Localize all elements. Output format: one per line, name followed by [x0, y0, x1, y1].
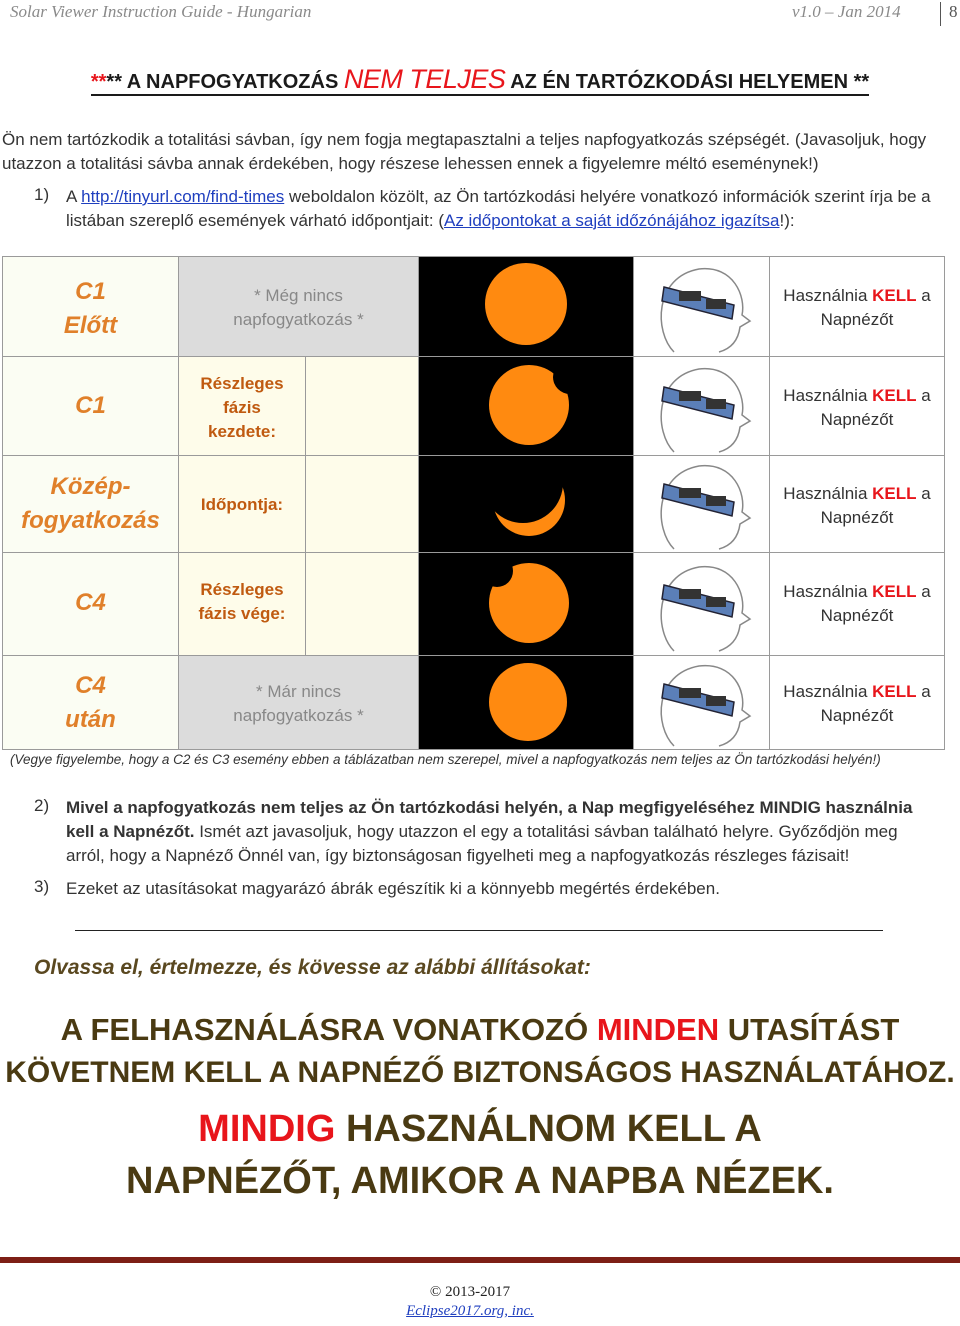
doc-version: v1.0 – Jan 2014 — [792, 2, 901, 21]
page-title — [0, 64, 960, 95]
row-1-viewer-image — [633, 256, 770, 357]
solar-viewer-face-icon — [634, 656, 769, 749]
statement-1-line-1: A FELHASZNÁLÁSRA VONATKOZÓ MINDEN UTASÍTÁST — [60, 1012, 900, 1047]
row-3-viewer-image — [633, 455, 770, 553]
partial-sun-end-icon — [419, 553, 633, 655]
eclipse-phase-table — [2, 256, 945, 750]
instruction-heading: Olvassa el, értelmezze, és kövesse az alábbi állításokat: — [34, 956, 591, 979]
statement-1-line-2: KÖVETNEM KELL A NAPNÉZŐ BIZTONSÁGOS HASZNÁLATÁHOZ. — [5, 1056, 955, 1089]
crescent-sun-icon — [419, 456, 633, 552]
row-4-use-viewer: Használnia KELL a Napnézőt — [769, 552, 945, 656]
statement-2-line-2: NAPNÉZŐT, AMIKOR A NAPBA NÉZEK. — [126, 1160, 834, 1202]
row-1-desc: * Még nincs napfogyatkozás * — [178, 256, 419, 357]
table-note: (Vegye figyelembe, hogy a C2 és C3 esemény ebben a táblázatban nem szerepel, mivel a napfogyatkozás nem teljes az Ön tartózkodási helyén!) — [10, 752, 881, 767]
row-3-time-input[interactable] — [305, 455, 419, 553]
title-emphasis: NEM TELJES — [343, 64, 506, 94]
item-2-number: 2) — [34, 796, 50, 815]
row-2-label: C1 — [2, 356, 179, 456]
row-2-viewer-image — [633, 356, 770, 456]
copyright: © 2013-2017 — [429, 1284, 511, 1300]
footer-bar — [0, 1257, 960, 1263]
intro-paragraph: Ön nem tartózkodik a totalitási sávban, így nem fogja megtapasztalni a teljes napfogyatkozás szépségét. (Javasoljuk, hogy utazzon a totalitási sávba annak érdekében, hogy részese lehessen ennek a figyelemre méltó eseménynek!) — [2, 130, 927, 173]
solar-viewer-face-icon — [634, 456, 769, 552]
row-1-sun-image — [418, 256, 634, 357]
title-prefix: ** A NAPFOGYATKOZÁS — [106, 71, 344, 93]
row-4-sun-image — [418, 552, 634, 656]
section-divider — [75, 930, 883, 931]
full-sun-icon — [419, 257, 633, 356]
row-5-desc: * Már nincs napfogyatkozás * — [178, 655, 419, 750]
row-3-desc: Időpontja: — [178, 455, 306, 553]
partial-sun-start-icon — [419, 357, 633, 455]
row-3-sun-image — [418, 455, 634, 553]
item-1-text: A http://tinyurl.com/find-times weboldalon közölt, az Ön tartózkodási helyére vonatkozó információk szerint írja be a listában szereplő események várható időpontjait: (Az időpontokat a saját időzónájához igazítsa!): — [66, 187, 931, 230]
find-times-link[interactable]: http://tinyurl.com/find-times — [81, 187, 285, 206]
row-2-desc: Részleges fázis kezdete: — [178, 356, 306, 456]
title-suffix: AZ ÉN TARTÓZKODÁSI HELYEMEN ** — [505, 71, 870, 93]
row-2-sun-image — [418, 356, 634, 456]
row-3-use-viewer: Használnia KELL a Napnézőt — [769, 455, 945, 553]
item-3-number: 3) — [34, 877, 50, 896]
row-1-use-viewer: Használnia KELL a Napnézőt — [769, 256, 945, 357]
row-1-label: C1 Előtt — [2, 256, 179, 357]
solar-viewer-face-icon — [634, 357, 769, 455]
row-2-time-input[interactable] — [305, 356, 419, 456]
solar-viewer-face-icon — [634, 553, 769, 655]
doc-title: Solar Viewer Instruction Guide - Hungarian — [10, 2, 312, 21]
item-2-text: Mivel a napfogyatkozás nem teljes az Ön tartózkodási helyén, a Nap megfigyeléséhez MINDIG használnia kell a Napnézőt. Ismét azt javasoljuk, hogy utazzon el egy a totalitási sávban található helyre. Győződjön meg arról, hogy a Napnéző Önnél van, így biztonságosan figyelheti meg a napfogyatkozás részleges fázisait! — [66, 798, 913, 865]
footer-site — [0, 1303, 940, 1320]
item-3-text: Ezeket az utasításokat magyarázó ábrák egészítik ki a könnyebb megértés érdekében. — [66, 879, 720, 898]
footer-site-link[interactable]: Eclipse2017.org, inc. — [406, 1303, 534, 1319]
solar-viewer-face-icon — [634, 257, 769, 356]
row-4-viewer-image — [633, 552, 770, 656]
full-sun-icon — [419, 656, 633, 749]
page-number: 8 — [949, 2, 958, 21]
title-underline: **** A NAPFOGYATKOZÁS NEM TELJES AZ ÉN TARTÓZKODÁSI HELYEMEN ** — [90, 64, 870, 94]
statement-2-line-1: MINDIG HASZNÁLNOM KELL A — [198, 1108, 762, 1150]
row-5-viewer-image — [633, 655, 770, 750]
item-1-number: 1) — [34, 185, 50, 204]
row-4-label: C4 — [2, 552, 179, 656]
header-divider — [940, 2, 941, 26]
row-5-sun-image — [418, 655, 634, 750]
row-4-time-input[interactable] — [305, 552, 419, 656]
row-5-use-viewer: Használnia KELL a Napnézőt — [769, 655, 945, 750]
row-4-desc: Részleges fázis vége: — [178, 552, 306, 656]
row-2-use-viewer: Használnia KELL a Napnézőt — [769, 356, 945, 456]
timezone-link[interactable]: Az időpontokat a saját időzónájához igazítsa — [444, 211, 780, 230]
row-3-label: Közép- fogyatkozás — [2, 455, 179, 553]
row-5-label: C4 után — [2, 655, 179, 750]
